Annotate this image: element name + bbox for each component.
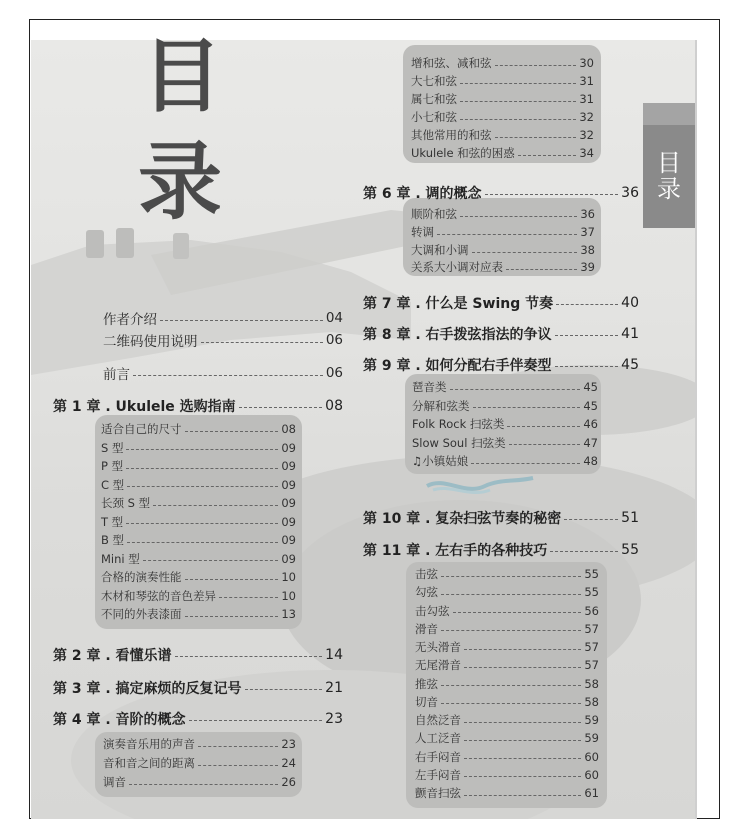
leader-dots <box>133 375 323 376</box>
leader-dots <box>464 758 581 759</box>
leader-dots <box>198 765 278 766</box>
section-page: 48 <box>583 454 598 468</box>
section-entry[interactable] <box>412 453 598 469</box>
toc-entry[interactable] <box>103 364 343 382</box>
chapter-entry[interactable] <box>363 508 639 527</box>
chapter-entry[interactable] <box>363 540 639 559</box>
section-page: 39 <box>580 260 595 274</box>
section-label: 调音 <box>103 775 126 789</box>
section-label: 演奏音乐用的声音 <box>103 737 195 751</box>
leader-dots <box>555 335 619 336</box>
section-entry[interactable] <box>412 398 598 414</box>
leader-dots <box>460 101 576 102</box>
section-page: 37 <box>580 225 595 239</box>
section-entry[interactable] <box>415 621 599 637</box>
section-page: 59 <box>584 731 599 746</box>
section-label: Ukulele 和弦的困惑 <box>411 146 515 160</box>
section-page: 09 <box>281 459 296 473</box>
leader-dots <box>185 616 279 617</box>
section-page: 61 <box>584 786 599 800</box>
section-label: 琶音类 <box>412 380 447 394</box>
chapter-entry[interactable] <box>363 355 639 374</box>
leader-dots <box>464 740 581 741</box>
section-label: 人工泛音 <box>415 731 461 746</box>
entry-page: 04 <box>325 310 343 326</box>
section-entry[interactable] <box>415 566 599 582</box>
leader-dots <box>441 576 581 577</box>
section-label: 转调 <box>411 225 434 239</box>
section-label: 分解和弦类 <box>412 398 470 413</box>
section-page: 45 <box>583 398 598 413</box>
music-note-icon <box>425 474 535 498</box>
entry-label: 二维码使用说明 <box>103 334 198 350</box>
leader-dots <box>450 389 581 390</box>
section-page: 32 <box>579 110 594 124</box>
leader-dots <box>555 366 619 367</box>
section-page: 36 <box>580 207 595 221</box>
section-page: 09 <box>281 551 296 566</box>
leader-dots <box>464 667 581 668</box>
section-page: 09 <box>281 477 296 492</box>
section-label: 其他常用的和弦 <box>411 128 492 142</box>
section-label: 增和弦、减和弦 <box>411 56 492 70</box>
leader-dots <box>129 784 278 785</box>
section-label: 顺阶和弦 <box>411 207 457 221</box>
section-page: 10 <box>281 588 296 603</box>
leader-dots <box>460 119 576 120</box>
section-entry[interactable] <box>101 440 296 456</box>
leader-dots <box>185 579 279 580</box>
section-entry[interactable] <box>411 206 595 222</box>
section-label: 右手闷音 <box>415 749 461 764</box>
section-page: 32 <box>579 128 594 142</box>
leader-dots <box>473 407 581 408</box>
leader-dots <box>464 649 581 650</box>
chapter-entry[interactable] <box>363 324 639 343</box>
section-label: 击弦 <box>415 567 438 581</box>
section-page: 10 <box>281 570 296 584</box>
section-entry[interactable] <box>412 435 598 451</box>
leader-dots <box>464 795 581 796</box>
section-page: 13 <box>281 607 296 621</box>
leader-dots <box>160 320 323 321</box>
section-entry[interactable] <box>415 730 599 746</box>
section-label: Folk Rock 扫弦类 <box>412 417 505 431</box>
leader-dots <box>198 746 278 747</box>
section-page: 09 <box>281 496 296 510</box>
side-tab <box>643 103 695 228</box>
section-entry[interactable] <box>411 91 594 107</box>
section-page: 09 <box>281 514 296 529</box>
section-label: 木材和琴弦的音色差异 <box>101 588 216 603</box>
section-entry[interactable] <box>103 736 296 752</box>
section-page: 58 <box>584 694 599 709</box>
leader-dots <box>245 689 323 690</box>
leader-dots <box>175 656 323 657</box>
section-entry[interactable] <box>101 588 296 604</box>
section-label: 勾弦 <box>415 585 438 600</box>
section-page: 09 <box>281 440 296 455</box>
section-label: 大调和小调 <box>411 243 469 257</box>
section-entry[interactable] <box>415 712 599 728</box>
leader-dots <box>518 155 577 156</box>
chapter-label: 第 7 章 . 什么是 Swing 节奏 <box>363 295 554 312</box>
page-edge <box>695 40 697 819</box>
chapter-label: 第 6 章 . 调的概念 <box>363 185 482 202</box>
chapter-label: 第 4 章 . 音阶的概念 <box>53 711 186 728</box>
leader-dots <box>189 720 323 721</box>
section-page: 31 <box>579 74 594 88</box>
chapter-entry[interactable] <box>53 678 343 697</box>
leader-dots <box>460 83 576 84</box>
section-label: 长颈 S 型 <box>101 496 151 510</box>
leader-dots <box>471 463 580 464</box>
leader-dots <box>127 542 278 543</box>
section-label: 不同的外表漆面 <box>101 607 182 621</box>
leader-dots <box>219 597 278 598</box>
leader-dots <box>472 252 578 253</box>
section-label: 无尾滑音 <box>415 658 461 673</box>
heading-char-1: 目 <box>142 29 222 123</box>
leader-dots <box>239 407 323 408</box>
section-page: 46 <box>583 417 598 431</box>
chapter-page: 55 <box>621 541 639 558</box>
section-label: 切音 <box>415 694 438 709</box>
section-page: 26 <box>281 775 296 789</box>
entry-page: 06 <box>325 365 343 381</box>
section-entry[interactable] <box>101 551 296 567</box>
section-label: C 型 <box>101 477 125 492</box>
section-entry[interactable] <box>101 495 296 511</box>
chapter-page: 51 <box>621 509 639 526</box>
section-page: 24 <box>281 756 296 770</box>
leader-dots <box>201 342 323 343</box>
leader-dots <box>464 722 581 723</box>
leader-dots <box>509 444 581 445</box>
section-entry[interactable] <box>412 416 598 432</box>
section-entry[interactable] <box>411 224 595 240</box>
entry-label: 作者介绍 <box>103 312 157 328</box>
chapter-page: 36 <box>621 184 639 201</box>
leader-dots <box>495 137 577 138</box>
section-label: 推弦 <box>415 676 438 691</box>
leader-dots <box>441 703 581 704</box>
section-page: 09 <box>281 533 296 547</box>
section-label: 无头滑音 <box>415 640 461 654</box>
section-label: ♫小镇姑娘 <box>412 454 469 468</box>
leader-dots <box>441 594 581 595</box>
leader-dots <box>453 612 582 613</box>
section-label: T 型 <box>101 514 124 529</box>
section-page: 57 <box>584 640 599 654</box>
section-label: Mini 型 <box>101 551 140 566</box>
section-entry[interactable] <box>415 603 599 619</box>
section-entry[interactable] <box>415 657 599 673</box>
section-entry[interactable] <box>101 421 296 437</box>
section-entry[interactable] <box>411 127 594 143</box>
leader-dots <box>556 304 618 305</box>
section-entry[interactable] <box>411 73 594 89</box>
section-entry[interactable] <box>415 694 599 710</box>
section-page: 47 <box>583 435 598 450</box>
heading-char-2: 录 <box>138 132 223 231</box>
section-entry[interactable] <box>101 458 296 474</box>
leader-dots <box>437 234 577 235</box>
section-label: 音和音之间的距离 <box>103 756 195 770</box>
section-entry[interactable] <box>101 532 296 548</box>
section-label: P 型 <box>101 459 124 473</box>
leader-dots <box>126 468 278 469</box>
chapter-page: 41 <box>621 325 639 342</box>
section-label: 颤音扫弦 <box>415 786 461 800</box>
leader-dots <box>126 449 278 450</box>
chapter-entry[interactable] <box>53 645 343 664</box>
side-tab-char-1: 目 <box>657 149 681 177</box>
leader-dots <box>506 269 577 270</box>
section-label: 小七和弦 <box>411 110 457 124</box>
section-label: B 型 <box>101 533 125 547</box>
toc-entry[interactable] <box>103 331 343 349</box>
chapter-page: 40 <box>621 294 639 311</box>
entry-label: 前言 <box>103 367 130 383</box>
entry-page: 06 <box>325 332 343 348</box>
chapter-entry[interactable] <box>53 396 343 415</box>
section-page: 58 <box>584 676 599 691</box>
chapter-page: 08 <box>325 397 343 414</box>
section-page: 08 <box>281 422 296 436</box>
section-page: 30 <box>579 56 594 70</box>
chapter-label: 第 10 章 . 复杂扫弦节奏的秘密 <box>363 510 562 527</box>
leader-dots <box>127 486 278 487</box>
leader-dots <box>143 560 279 561</box>
leader-dots <box>441 630 581 631</box>
section-page: 23 <box>281 737 296 751</box>
section-label: 关系大小调对应表 <box>411 260 503 274</box>
section-label: 自然泛音 <box>415 713 461 727</box>
section-label: 合格的演奏性能 <box>101 570 182 584</box>
section-page: 57 <box>584 658 599 673</box>
section-entry[interactable] <box>103 774 296 790</box>
section-page: 55 <box>584 585 599 600</box>
section-label: 适合自己的尺寸 <box>101 422 182 436</box>
leader-dots <box>460 216 577 217</box>
section-entry[interactable] <box>101 477 296 493</box>
section-page: 59 <box>584 713 599 727</box>
section-entry[interactable] <box>412 379 598 395</box>
leader-dots <box>564 519 618 520</box>
chapter-label: 第 8 章 . 右手拨弦指法的争议 <box>363 326 552 343</box>
chapter-page: 45 <box>621 356 639 373</box>
section-entry[interactable] <box>101 569 296 585</box>
side-tab-char-2: 录 <box>657 175 681 203</box>
section-entry[interactable] <box>415 785 599 801</box>
section-page: 34 <box>579 146 594 160</box>
section-label: S 型 <box>101 440 124 455</box>
section-label: 击勾弦 <box>415 603 450 618</box>
chapter-page: 14 <box>325 646 343 663</box>
section-label: 属七和弦 <box>411 92 457 106</box>
section-label: Slow Soul 扫弦类 <box>412 435 506 450</box>
section-page: 57 <box>584 621 599 636</box>
section-entry[interactable] <box>411 109 594 125</box>
section-entry[interactable] <box>101 606 296 622</box>
section-page: 56 <box>584 603 599 618</box>
section-page: 45 <box>583 380 598 394</box>
chapter-label: 第 2 章 . 看懂乐谱 <box>53 647 172 664</box>
chapter-label: 第 3 章 . 搞定麻烦的反复记号 <box>53 680 242 697</box>
section-entry[interactable] <box>411 145 594 161</box>
section-entry[interactable] <box>415 749 599 765</box>
chapter-page: 23 <box>325 710 343 727</box>
section-entry[interactable] <box>415 584 599 600</box>
leader-dots <box>495 65 577 66</box>
section-label: 滑音 <box>415 621 438 636</box>
leader-dots <box>507 426 580 427</box>
leader-dots <box>126 523 278 524</box>
leader-dots <box>441 685 581 686</box>
section-page: 31 <box>579 92 594 106</box>
section-label: 大七和弦 <box>411 74 457 88</box>
section-page: 55 <box>584 567 599 581</box>
chapter-entry[interactable] <box>53 709 343 728</box>
section-entry[interactable] <box>103 755 296 771</box>
leader-dots <box>550 551 618 552</box>
section-page: 38 <box>580 243 595 257</box>
chapter-label: 第 1 章 . Ukulele 选购指南 <box>53 398 236 415</box>
section-page: 60 <box>584 749 599 764</box>
chapter-entry[interactable] <box>363 183 639 202</box>
section-entry[interactable] <box>415 767 599 783</box>
leader-dots <box>185 431 279 432</box>
chapter-page: 21 <box>325 679 343 696</box>
leader-dots <box>464 776 581 777</box>
section-entry[interactable] <box>411 55 594 71</box>
section-label: 左手闷音 <box>415 767 461 782</box>
chapter-label: 第 11 章 . 左右手的各种技巧 <box>363 542 548 559</box>
chapter-entry[interactable] <box>363 293 639 312</box>
leader-dots <box>485 194 619 195</box>
section-entry[interactable] <box>101 514 296 530</box>
chapter-label: 第 9 章 . 如何分配右手伴奏型 <box>363 357 552 374</box>
toc-entry[interactable] <box>103 309 343 327</box>
leader-dots <box>153 505 278 506</box>
section-entry[interactable] <box>411 259 595 275</box>
section-entry[interactable] <box>415 639 599 655</box>
section-page: 60 <box>584 767 599 782</box>
section-entry[interactable] <box>411 242 595 258</box>
section-entry[interactable] <box>415 676 599 692</box>
